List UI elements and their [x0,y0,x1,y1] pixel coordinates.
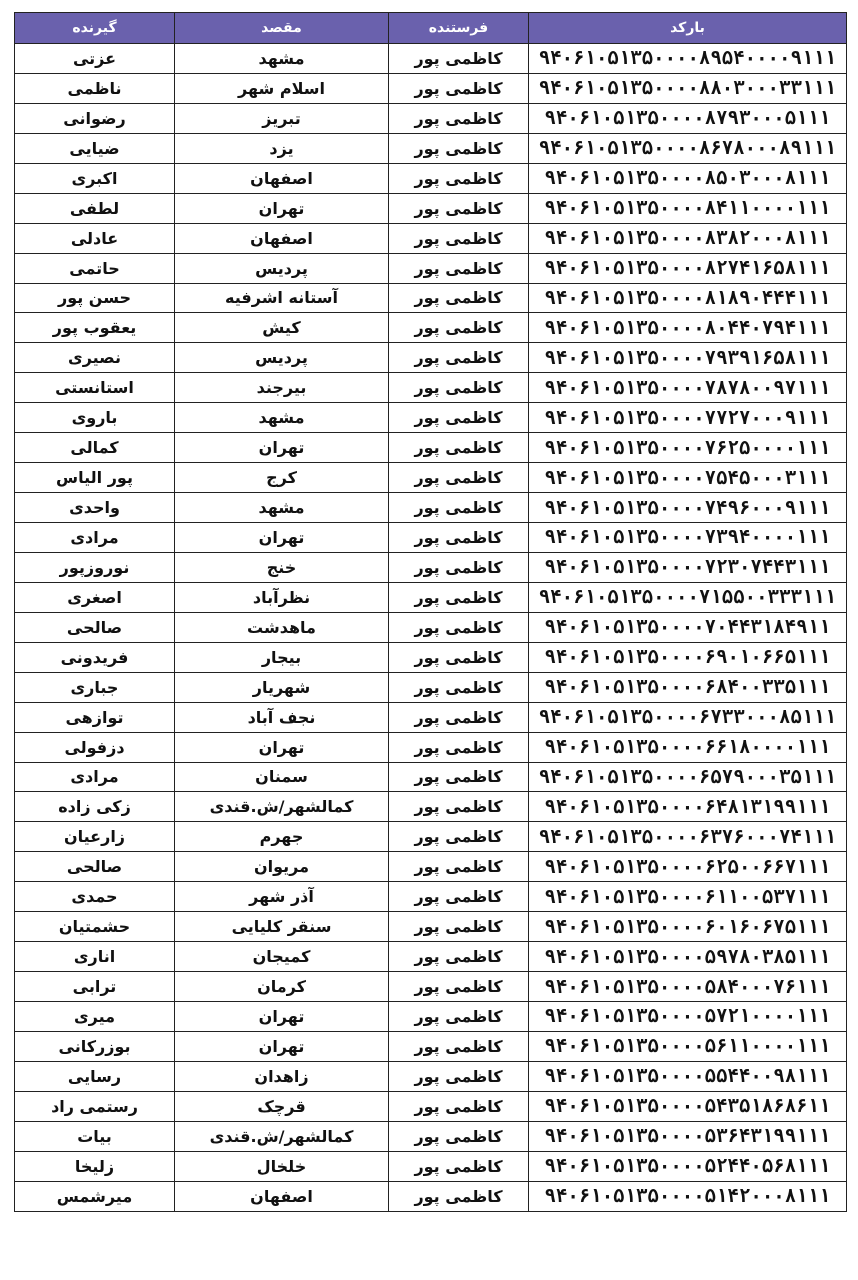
sender-cell: کاظمی پور [389,1121,529,1151]
destination-cell: نجف آباد [175,702,389,732]
sender-cell: کاظمی پور [389,523,529,553]
destination-cell: تبریز [175,103,389,133]
table-row [15,73,847,103]
barcode-cell: ۹۴۰۶۱۰۵۱۳۵۰۰۰۰۷۴۹۶۰۰۰۹۱۱۱ [529,493,847,523]
receiver-cell: صالحی [15,612,175,642]
barcode-cell: ۹۴۰۶۱۰۵۱۳۵۰۰۰۰۶۱۱۰۰۵۳۷۱۱۱ [529,882,847,912]
table-row [15,552,847,582]
table-row [15,762,847,792]
sender-cell: کاظمی پور [389,732,529,762]
receiver-cell: حسن پور [15,283,175,313]
destination-cell: اصفهان [175,223,389,253]
table-row [15,373,847,403]
sender-cell: کاظمی پور [389,403,529,433]
table-row [15,672,847,702]
sender-cell: کاظمی پور [389,972,529,1002]
receiver-cell: بوزرکانی [15,1031,175,1061]
sender-cell: کاظمی پور [389,133,529,163]
barcode-cell: ۹۴۰۶۱۰۵۱۳۵۰۰۰۰۸۸۰۳۰۰۰۳۳۱۱۱ [529,73,847,103]
table-row [15,642,847,672]
destination-cell: بیرجند [175,373,389,403]
receiver-cell: حشمتیان [15,912,175,942]
sender-cell: کاظمی پور [389,73,529,103]
receiver-cell: کمالی [15,433,175,463]
barcode-cell: ۹۴۰۶۱۰۵۱۳۵۰۰۰۰۸۱۸۹۰۴۴۴۱۱۱ [529,283,847,313]
table-row [15,732,847,762]
barcode-cell: ۹۴۰۶۱۰۵۱۳۵۰۰۰۰۶۲۵۰۰۶۶۷۱۱۱ [529,852,847,882]
receiver-cell: میری [15,1002,175,1032]
table-row [15,792,847,822]
barcode-cell: ۹۴۰۶۱۰۵۱۳۵۰۰۰۰۵۷۲۱۰۰۰۰۱۱۱ [529,1002,847,1032]
barcode-cell: ۹۴۰۶۱۰۵۱۳۵۰۰۰۰۸۲۷۴۱۶۵۸۱۱۱ [529,253,847,283]
barcode-cell: ۹۴۰۶۱۰۵۱۳۵۰۰۰۰۷۰۴۴۳۱۸۴۹۱۱ [529,612,847,642]
destination-cell: کمالشهر/ش.قندی [175,792,389,822]
sender-cell: کاظمی پور [389,223,529,253]
sender-cell: کاظمی پور [389,433,529,463]
destination-cell: تهران [175,193,389,223]
sender-cell: کاظمی پور [389,762,529,792]
barcode-cell: ۹۴۰۶۱۰۵۱۳۵۰۰۰۰۵۱۴۲۰۰۰۸۱۱۱ [529,1181,847,1211]
receiver-cell: حاتمی [15,253,175,283]
sender-cell: کاظمی پور [389,463,529,493]
table-row [15,822,847,852]
table-row [15,343,847,373]
destination-cell: اسلام شهر [175,73,389,103]
destination-cell: مشهد [175,493,389,523]
receiver-cell: فریدونی [15,642,175,672]
sender-cell: کاظمی پور [389,493,529,523]
table-header [15,13,847,44]
destination-cell: سنقر کلیایی [175,912,389,942]
barcode-cell: ۹۴۰۶۱۰۵۱۳۵۰۰۰۰۷۳۹۴۰۰۰۰۱۱۱ [529,523,847,553]
destination-cell: خلخال [175,1151,389,1181]
table-row [15,1181,847,1211]
receiver-cell: عزتی [15,44,175,74]
barcode-cell: ۹۴۰۶۱۰۵۱۳۵۰۰۰۰۵۹۷۸۰۳۸۵۱۱۱ [529,942,847,972]
destination-cell: قرچک [175,1091,389,1121]
barcode-cell: ۹۴۰۶۱۰۵۱۳۵۰۰۰۰۵۳۶۴۳۱۹۹۱۱۱ [529,1121,847,1151]
barcode-cell: ۹۴۰۶۱۰۵۱۳۵۰۰۰۰۸۳۸۲۰۰۰۸۱۱۱ [529,223,847,253]
sender-cell: کاظمی پور [389,912,529,942]
table-row [15,253,847,283]
sender-cell: کاظمی پور [389,822,529,852]
sender-column-header: فرستنده [389,13,529,44]
destination-cell: کیش [175,313,389,343]
destination-column-header: مقصد [175,13,389,44]
table-row [15,942,847,972]
table-row [15,493,847,523]
receiver-cell: پور الیاس [15,463,175,493]
sender-cell: کاظمی پور [389,1181,529,1211]
table-row [15,1002,847,1032]
table-row [15,223,847,253]
receiver-column-header: گیرنده [15,13,175,44]
destination-cell: تهران [175,433,389,463]
sender-cell: کاظمی پور [389,343,529,373]
receiver-cell: ضیایی [15,133,175,163]
destination-cell: شهریار [175,672,389,702]
sender-cell: کاظمی پور [389,1091,529,1121]
sender-cell: کاظمی پور [389,1151,529,1181]
table-row [15,403,847,433]
receiver-cell: ناظمی [15,73,175,103]
barcode-cell: ۹۴۰۶۱۰۵۱۳۵۰۰۰۰۵۶۱۱۰۰۰۰۱۱۱ [529,1031,847,1061]
receiver-cell: رستمی راد [15,1091,175,1121]
receiver-cell: بیات [15,1121,175,1151]
receiver-cell: اکبری [15,163,175,193]
sender-cell: کاظمی پور [389,942,529,972]
table-row [15,972,847,1002]
destination-cell: تهران [175,732,389,762]
table-row [15,103,847,133]
destination-cell: ماهدشت [175,612,389,642]
destination-cell: خنج [175,552,389,582]
barcode-cell: ۹۴۰۶۱۰۵۱۳۵۰۰۰۰۵۸۴۰۰۰۷۶۱۱۱ [529,972,847,1002]
sender-cell: کاظمی پور [389,612,529,642]
sender-cell: کاظمی پور [389,1061,529,1091]
destination-cell: تهران [175,523,389,553]
barcode-cell: ۹۴۰۶۱۰۵۱۳۵۰۰۰۰۶۳۷۶۰۰۰۷۴۱۱۱ [529,822,847,852]
receiver-cell: یعقوب پور [15,313,175,343]
table-row [15,463,847,493]
table-row [15,612,847,642]
receiver-cell: زلیخا [15,1151,175,1181]
barcode-cell: ۹۴۰۶۱۰۵۱۳۵۰۰۰۰۷۹۳۹۱۶۵۸۱۱۱ [529,343,847,373]
receiver-cell: مرادی [15,523,175,553]
receiver-cell: میرشمس [15,1181,175,1211]
table-row [15,1031,847,1061]
receiver-cell: زکی زاده [15,792,175,822]
sender-cell: کاظمی پور [389,44,529,74]
table-row [15,283,847,313]
table-row [15,912,847,942]
receiver-cell: توازهی [15,702,175,732]
sender-cell: کاظمی پور [389,373,529,403]
barcode-cell: ۹۴۰۶۱۰۵۱۳۵۰۰۰۰۶۸۴۰۰۳۳۵۱۱۱ [529,672,847,702]
barcode-cell: ۹۴۰۶۱۰۵۱۳۵۰۰۰۰۷۵۴۵۰۰۰۳۱۱۱ [529,463,847,493]
sender-cell: کاظمی پور [389,103,529,133]
sender-cell: کاظمی پور [389,283,529,313]
barcode-cell: ۹۴۰۶۱۰۵۱۳۵۰۰۰۰۶۰۱۶۰۶۷۵۱۱۱ [529,912,847,942]
sender-cell: کاظمی پور [389,193,529,223]
sender-cell: کاظمی پور [389,1002,529,1032]
sender-cell: کاظمی پور [389,882,529,912]
sender-cell: کاظمی پور [389,702,529,732]
destination-cell: زاهدان [175,1061,389,1091]
destination-cell: سمنان [175,762,389,792]
receiver-cell: دزفولی [15,732,175,762]
sender-cell: کاظمی پور [389,163,529,193]
sender-cell: کاظمی پور [389,253,529,283]
shipment-table [14,12,847,1212]
receiver-cell: زارعیان [15,822,175,852]
destination-cell: کمیجان [175,942,389,972]
receiver-cell: اناری [15,942,175,972]
destination-cell: جهرم [175,822,389,852]
table-row [15,1061,847,1091]
destination-cell: اصفهان [175,163,389,193]
destination-cell: بیجار [175,642,389,672]
destination-cell: پردیس [175,343,389,373]
barcode-cell: ۹۴۰۶۱۰۵۱۳۵۰۰۰۰۷۶۲۵۰۰۰۰۱۱۱ [529,433,847,463]
sender-cell: کاظمی پور [389,582,529,612]
destination-cell: آذر شهر [175,882,389,912]
table-row [15,702,847,732]
receiver-cell: حمدی [15,882,175,912]
table-row [15,582,847,612]
barcode-cell: ۹۴۰۶۱۰۵۱۳۵۰۰۰۰۷۲۳۰۷۴۴۳۱۱۱ [529,552,847,582]
table-row [15,1151,847,1181]
table-row [15,523,847,553]
destination-cell: مشهد [175,403,389,433]
barcode-cell: ۹۴۰۶۱۰۵۱۳۵۰۰۰۰۶۶۱۸۰۰۰۰۱۱۱ [529,732,847,762]
barcode-cell: ۹۴۰۶۱۰۵۱۳۵۰۰۰۰۷۱۵۵۰۰۳۳۳۱۱۱ [529,582,847,612]
barcode-cell: ۹۴۰۶۱۰۵۱۳۵۰۰۰۰۵۵۴۴۰۰۹۸۱۱۱ [529,1061,847,1091]
sender-cell: کاظمی پور [389,642,529,672]
barcode-cell: ۹۴۰۶۱۰۵۱۳۵۰۰۰۰۶۵۷۹۰۰۰۳۵۱۱۱ [529,762,847,792]
receiver-cell: ترابی [15,972,175,1002]
receiver-cell: صالحی [15,852,175,882]
barcode-cell: ۹۴۰۶۱۰۵۱۳۵۰۰۰۰۶۴۸۱۳۱۹۹۱۱۱ [529,792,847,822]
table-row [15,44,847,74]
receiver-cell: عادلی [15,223,175,253]
destination-cell: کرج [175,463,389,493]
destination-cell: یزد [175,133,389,163]
barcode-cell: ۹۴۰۶۱۰۵۱۳۵۰۰۰۰۷۸۷۸۰۰۹۷۱۱۱ [529,373,847,403]
barcode-column-header: بارکد [529,13,847,44]
destination-cell: آستانه اشرفیه [175,283,389,313]
barcode-cell: ۹۴۰۶۱۰۵۱۳۵۰۰۰۰۸۰۴۴۰۷۹۴۱۱۱ [529,313,847,343]
barcode-cell: ۹۴۰۶۱۰۵۱۳۵۰۰۰۰۷۷۲۷۰۰۰۹۱۱۱ [529,403,847,433]
table-row [15,133,847,163]
barcode-cell: ۹۴۰۶۱۰۵۱۳۵۰۰۰۰۸۷۹۳۰۰۰۵۱۱۱ [529,103,847,133]
receiver-cell: اصغری [15,582,175,612]
receiver-cell: نوروزپور [15,552,175,582]
sender-cell: کاظمی پور [389,792,529,822]
barcode-cell: ۹۴۰۶۱۰۵۱۳۵۰۰۰۰۵۴۳۵۱۸۶۸۶۱۱ [529,1091,847,1121]
sender-cell: کاظمی پور [389,672,529,702]
table-row [15,193,847,223]
receiver-cell: استانستی [15,373,175,403]
sender-cell: کاظمی پور [389,313,529,343]
barcode-cell: ۹۴۰۶۱۰۵۱۳۵۰۰۰۰۸۴۱۱۰۰۰۰۱۱۱ [529,193,847,223]
barcode-cell: ۹۴۰۶۱۰۵۱۳۵۰۰۰۰۸۶۷۸۰۰۰۸۹۱۱۱ [529,133,847,163]
destination-cell: اصفهان [175,1181,389,1211]
barcode-cell: ۹۴۰۶۱۰۵۱۳۵۰۰۰۰۶۷۳۳۰۰۰۸۵۱۱۱ [529,702,847,732]
receiver-cell: واحدی [15,493,175,523]
table-row [15,1121,847,1151]
receiver-cell: مرادی [15,762,175,792]
destination-cell: مشهد [175,44,389,74]
destination-cell: کرمان [175,972,389,1002]
receiver-cell: رسایی [15,1061,175,1091]
barcode-cell: ۹۴۰۶۱۰۵۱۳۵۰۰۰۰۶۹۰۱۰۶۶۵۱۱۱ [529,642,847,672]
sender-cell: کاظمی پور [389,552,529,582]
table-row [15,433,847,463]
receiver-cell: جباری [15,672,175,702]
barcode-cell: ۹۴۰۶۱۰۵۱۳۵۰۰۰۰۸۹۵۴۰۰۰۰۹۱۱۱ [529,44,847,74]
receiver-cell: رضوانی [15,103,175,133]
table-row [15,882,847,912]
table-row [15,852,847,882]
destination-cell: تهران [175,1031,389,1061]
sender-cell: کاظمی پور [389,1031,529,1061]
receiver-cell: نصیری [15,343,175,373]
table-body [15,44,847,1212]
destination-cell: مریوان [175,852,389,882]
sender-cell: کاظمی پور [389,852,529,882]
receiver-cell: لطفی [15,193,175,223]
receiver-cell: باروی [15,403,175,433]
destination-cell: کمالشهر/ش.قندی [175,1121,389,1151]
table-row [15,163,847,193]
destination-cell: تهران [175,1002,389,1032]
barcode-cell: ۹۴۰۶۱۰۵۱۳۵۰۰۰۰۵۲۴۴۰۵۶۸۱۱۱ [529,1151,847,1181]
barcode-cell: ۹۴۰۶۱۰۵۱۳۵۰۰۰۰۸۵۰۳۰۰۰۸۱۱۱ [529,163,847,193]
header-row [15,13,847,44]
table-row [15,1091,847,1121]
destination-cell: پردیس [175,253,389,283]
destination-cell: نظرآباد [175,582,389,612]
table-row [15,313,847,343]
shipment-sheet [14,12,846,1212]
